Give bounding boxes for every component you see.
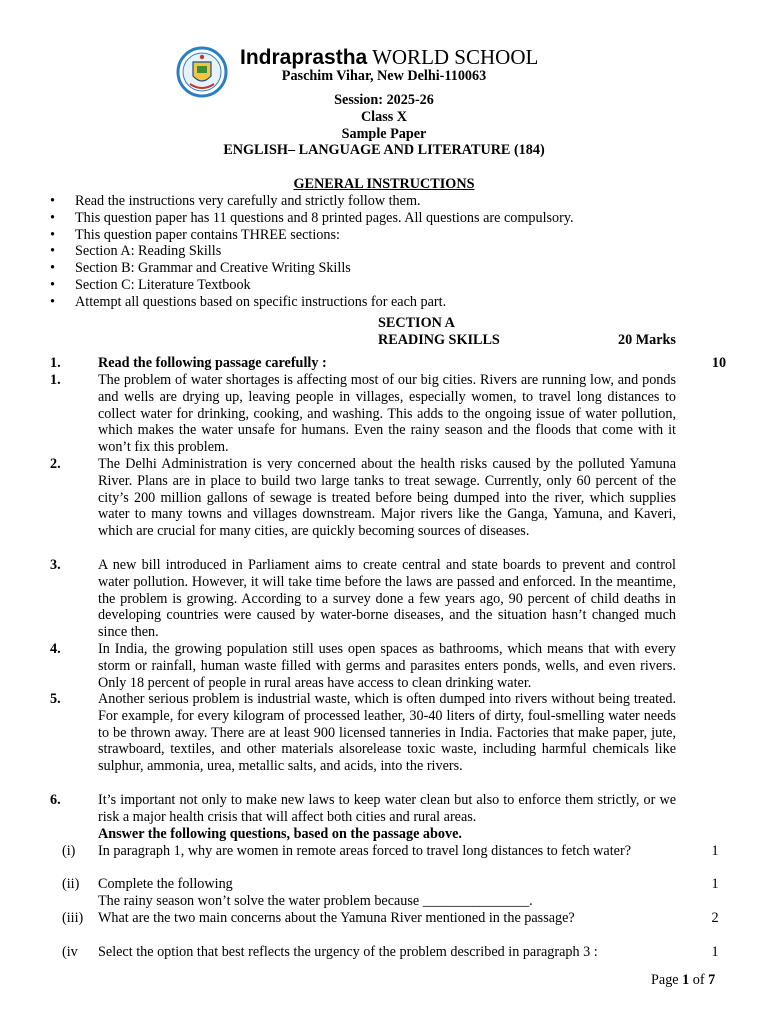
school-address: Paschim Vihar, New Delhi-110063 bbox=[281, 68, 487, 84]
bullet-icon: • bbox=[50, 193, 55, 209]
paragraph-number: 3. bbox=[50, 557, 61, 573]
instruction-item: • Attempt all questions based on specific instructions for each part. bbox=[50, 293, 447, 310]
subquestion-number: (iv bbox=[62, 944, 78, 960]
session-line: Session: 2025-26 bbox=[334, 92, 434, 108]
paragraph-number: 1. bbox=[50, 372, 61, 388]
bullet-icon: • bbox=[50, 209, 55, 226]
section-subtitle: READING SKILLS bbox=[378, 331, 500, 348]
question-marks: 10 bbox=[711, 355, 727, 371]
subquestion-text: In paragraph 1, why are women in remote areas forced to travel long distances to fetch water? bbox=[98, 843, 631, 859]
bullet-icon: • bbox=[50, 243, 55, 260]
instruction-item: • This question paper has 11 questions and 8 printed pages. All questions are compulsory. bbox=[50, 209, 574, 226]
subquestion-marks: 1 bbox=[711, 944, 719, 960]
page-total: 7 bbox=[708, 972, 716, 988]
paragraph-number: 6. bbox=[50, 792, 61, 808]
subquestion-number: (i) bbox=[62, 843, 76, 859]
instruction-item: • Section A: Reading Skills bbox=[50, 243, 222, 260]
paragraph-text: It’s important not only to make new laws to keep water clean but also to enforce them strictly, or we risk a major health crisis that will affect both cities and rural areas. bbox=[98, 792, 676, 825]
answer-prompt: Answer the following questions, based on the passage above. bbox=[98, 826, 462, 842]
school-brand-name: Indraprastha bbox=[240, 46, 368, 69]
paragraph-text: The Delhi Administration is very concerned about the health risks caused by the polluted Yamuna River. Plans are in place to build two large tanks to treat sewage. Currently, only 60 percent of the city’s 200 million gallons of sewage is treated before being dumped into the river, which supplies water to many towns and villages downstream. Major rivers like the Ganga, Yamuna, and Kaveri, which are crucial for many cities, are quickly becoming sources of diseases. bbox=[98, 456, 676, 540]
instruction-item: • Section B: Grammar and Creative Writing Skills bbox=[50, 260, 351, 277]
school-name-rest: WORLD SCHOOL bbox=[367, 45, 539, 69]
page-word: Page bbox=[651, 972, 683, 988]
bullet-icon: • bbox=[50, 293, 55, 310]
subquestion-number: (ii) bbox=[62, 876, 80, 892]
bullet-icon: • bbox=[50, 276, 55, 293]
instruction-item: • Section C: Literature Textbook bbox=[50, 276, 251, 293]
school-name bbox=[240, 44, 538, 71]
paragraph-number: 5. bbox=[50, 691, 61, 707]
paper-type-line: Sample Paper bbox=[341, 125, 427, 142]
subquestion-text: Complete the following bbox=[98, 876, 233, 892]
paragraph-text: A new bill introduced in Parliament aims to create central and state boards to prevent and control water pollution. However, it will take time before the laws are passed and enforced. In the meantime, the problem is growing. According to a survey done a few years ago, 90 percent of child deaths in developing countries were caused by water-borne diseases, and the situation hasn’t changed much since then. bbox=[98, 557, 676, 641]
section-marks: 20 Marks bbox=[618, 331, 676, 348]
question-prompt: Read the following passage carefully : bbox=[98, 355, 327, 371]
page-footer bbox=[651, 972, 715, 989]
of-word: of bbox=[689, 972, 709, 988]
subquestion-fill-blank: The rainy season won’t solve the water problem because _______________. bbox=[98, 893, 533, 909]
subquestion-marks: 1 bbox=[711, 843, 719, 859]
bullet-icon: • bbox=[50, 226, 55, 243]
instruction-item: • Read the instructions very carefully and strictly follow them. bbox=[50, 193, 421, 209]
paragraph-number: 4. bbox=[50, 641, 61, 657]
section-title: SECTION A bbox=[378, 315, 455, 331]
class-line: Class X bbox=[360, 108, 408, 125]
section-a-heading bbox=[378, 315, 718, 349]
instructions-list bbox=[0, 193, 700, 311]
paper-details bbox=[0, 92, 768, 159]
page-current: 1 bbox=[682, 972, 690, 988]
subquestion-marks: 2 bbox=[711, 910, 719, 926]
bullet-icon: • bbox=[50, 260, 55, 277]
question-number: 1. bbox=[50, 355, 61, 371]
subquestion-text: What are the two main concerns about the Yamuna River mentioned in the passage? bbox=[98, 910, 575, 926]
subquestion-text: Select the option that best reflects the urgency of the problem described in paragraph 3 : bbox=[98, 944, 598, 960]
subquestion-number: (iii) bbox=[62, 910, 84, 926]
subject-line: ENGLISH– LANGUAGE AND LITERATURE (184) bbox=[223, 142, 545, 159]
paragraph-text: Another serious problem is industrial waste, which is often dumped into rivers without being treated. For example, for every kilogram of processed leather, 30-40 liters of dirty, foul-smelling water needs to be thrown away. There are at least 900 licensed tanneries in India. Factories that make paper, jute, strawboard, textiles, and other materials alsorelease toxic waste, including harmful chemicals like sulphur, ammonia, urea, metallic salts, and acids, into the rivers. bbox=[98, 691, 676, 775]
subquestion-marks: 1 bbox=[711, 876, 719, 892]
paragraph-text: In India, the growing population still uses open spaces as bathrooms, which means that with every storm or rainfall, human waste filled with germs and parasites enters ponds, wells, and even rivers. Only 18 percent of people in rural areas have access to clean drinking water. bbox=[98, 641, 676, 691]
paragraph-text: The problem of water shortages is affecting most of our big cities. Rivers are running low, and ponds and wells are drying up, leaving people in villages, especially women, to travel long distances to collect water for drinking, cooking, and washing. This adds to the ongoing issue of water pollution, which makes the water unsafe for humans. Even the rainy season and the floods that come with it won’t fix this problem. bbox=[98, 372, 676, 456]
general-instructions-title: GENERAL INSTRUCTIONS bbox=[293, 176, 475, 192]
instruction-item: • This question paper contains THREE sections: bbox=[50, 226, 340, 243]
paragraph-number: 2. bbox=[50, 456, 61, 472]
